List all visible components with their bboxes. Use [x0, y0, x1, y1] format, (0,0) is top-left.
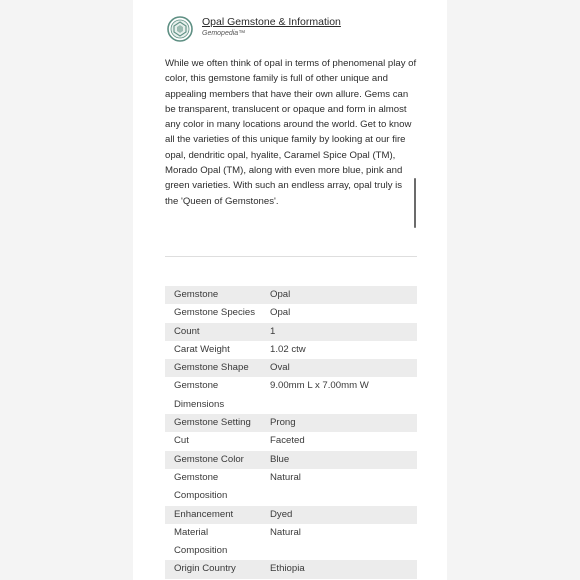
spec-row — [165, 469, 417, 506]
spec-value: Opal — [270, 307, 291, 319]
spec-label: Gemstone Composition — [174, 471, 228, 502]
spec-value: Faceted — [270, 435, 305, 447]
spec-row — [165, 286, 417, 304]
spec-row — [165, 506, 417, 524]
spec-value: Dyed — [270, 508, 293, 520]
spec-label: Origin Country — [174, 563, 236, 575]
spec-value: 1 — [270, 325, 276, 337]
spec-row — [165, 304, 417, 322]
spec-row — [165, 414, 417, 432]
spec-label: Gemstone Dimensions — [174, 380, 225, 410]
spec-row — [165, 560, 417, 578]
spec-row — [165, 432, 417, 450]
gemopedia-card — [133, 0, 447, 580]
spec-value: Opal — [270, 289, 291, 300]
section-divider — [165, 256, 417, 257]
spec-value: 1.02 ctw — [270, 343, 306, 355]
gemopedia-header — [167, 16, 427, 44]
spec-label: Cut — [174, 435, 189, 447]
specs-table — [165, 286, 417, 579]
gemstone-description: While we often think of opal in terms of phenomenal play of color, this gemstone family is full of other unique and appealing members that have their own allure. Gems can be transparent, translucent or opaque and form in almost any color in many locations around the world. Get to know all the varieties of this unique family by looking at our fire opal, dendritic opal, hyalite, Caramel Spice Opal (TM), Morado Opal (TM), along with even more blue, pink and green varieties. With such an endless array, opal truly is the 'Queen of Gemstones'. — [165, 58, 417, 207]
spec-value: 9.00mm L x 7.00mm W — [270, 380, 369, 392]
spec-label: Enhancement — [174, 508, 234, 520]
spec-label: Gemstone Species — [174, 307, 256, 319]
source-label: Gemopedia™ — [202, 30, 246, 37]
spec-label: Gemstone — [174, 289, 219, 300]
spec-value: Natural — [270, 526, 301, 538]
gemstone-info-link[interactable]: Opal Gemstone & Information — [202, 16, 341, 28]
spec-label: Gemstone Shape — [174, 362, 249, 374]
spec-value: Ethiopia — [270, 563, 305, 575]
gemopedia-logo-icon — [167, 16, 193, 42]
spec-row — [165, 359, 417, 377]
spec-label: Carat Weight — [174, 343, 230, 355]
spec-label: Gemstone Color — [174, 453, 244, 465]
spec-value: Prong — [270, 417, 296, 429]
spec-row — [165, 323, 417, 341]
spec-row — [165, 341, 417, 359]
spec-value: Oval — [270, 362, 290, 374]
spec-value: Natural — [270, 471, 301, 483]
spec-label: Material Composition — [174, 526, 228, 557]
spec-label: Gemstone Setting — [174, 417, 251, 429]
spec-row — [165, 451, 417, 469]
spec-value: Blue — [270, 453, 290, 465]
scrollbar-thumb[interactable] — [414, 178, 416, 228]
spec-row — [165, 377, 417, 414]
spec-row — [165, 524, 417, 561]
spec-label: Count — [174, 325, 200, 337]
